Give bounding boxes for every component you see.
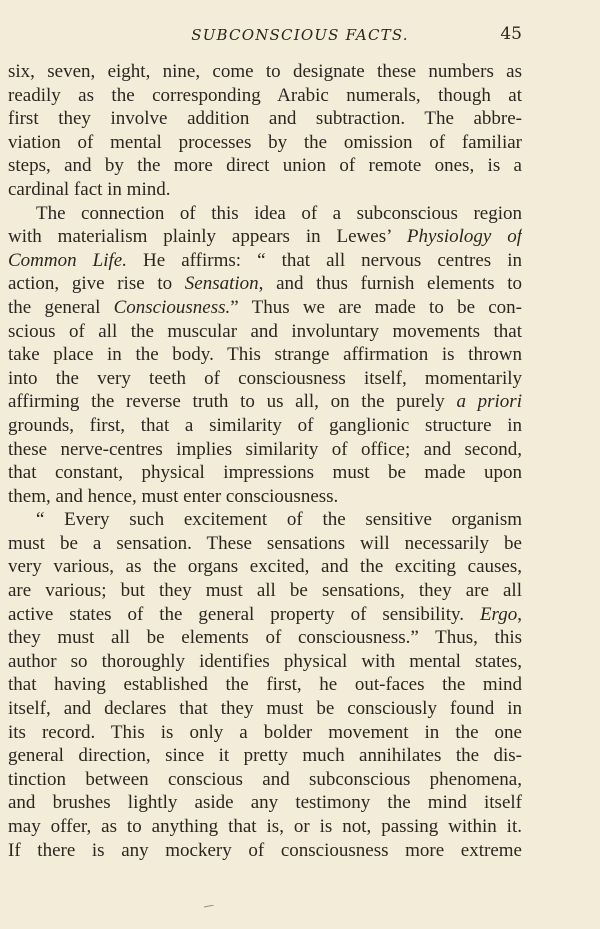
text-segment: active states of the general property of sensibility. — [8, 603, 480, 625]
text-line: into the very teeth of consciousness itself, momentarily — [8, 367, 522, 389]
page-header — [0, 24, 600, 50]
italic-word: Consciousness. — [113, 296, 231, 318]
text-line: scious of all the muscular and involuntary movements that — [8, 320, 522, 342]
paper-blemish — [204, 905, 214, 908]
text-line: viation of mental processes by the omission of familiar — [8, 131, 522, 153]
text-line: that having established the first, he out-faces the mind — [8, 674, 522, 696]
text-line: must be a sensation. These sensations will necessarily be — [8, 532, 522, 554]
page-number: 45 — [500, 24, 522, 44]
text-segment: with materialism plainly appears in Lewes’ — [8, 226, 407, 248]
text-segment: He affirms: “ that all nervous centres in — [126, 249, 522, 271]
text-line — [8, 225, 522, 249]
italic-word: a priori — [456, 391, 522, 413]
text-segment: , and thus furnish elements to — [258, 273, 522, 295]
text-line: six, seven, eight, nine, come to designate these numbers as — [8, 61, 522, 82]
text-line: its record. This is only a bolder movement in the one — [8, 721, 522, 743]
italic-title: Physiology of — [406, 226, 522, 248]
text-line: itself, and declares that they must be consciously found in — [8, 698, 522, 720]
text-line: that constant, physical impressions must be made upon — [8, 462, 522, 484]
text-line: readily as the corresponding Arabic numerals, though at — [8, 84, 522, 106]
text-line: and brushes lightly aside any testimony the mind itself — [8, 792, 522, 814]
text-line: are various; but they must all be sensations, they are all — [8, 580, 522, 602]
text-line: grounds, first, that a similarity of ganglionic structure in — [8, 414, 522, 436]
text-line: them, and hence, must enter consciousness. — [8, 485, 339, 507]
text-line: If there is any mockery of consciousness more extreme — [8, 839, 522, 861]
italic-word: Sensation — [184, 273, 259, 295]
text-line: they must all be elements of consciousness.” Thus, this — [8, 627, 522, 649]
text-line: tinction between conscious and subconscious phenomena, — [8, 768, 522, 790]
italic-title: Common Life. — [8, 249, 127, 271]
text-line: very various, as the organs excited, and the exciting causes, — [8, 556, 522, 578]
running-title: SUBCONSCIOUS FACTS. — [191, 26, 409, 44]
body-text — [8, 60, 522, 862]
text-line: steps, and by the more direct union of remote ones, is a — [8, 155, 522, 177]
text-segment: action, give rise to — [8, 273, 185, 295]
text-line: these nerve-centres implies similarity of office; and second, — [8, 438, 522, 460]
text-line: take place in the body. This strange affirmation is thrown — [8, 344, 522, 366]
text-segment: , — [517, 603, 522, 625]
text-segment: ” Thus we are made to be con- — [230, 296, 522, 318]
text-line — [8, 390, 522, 414]
text-line: may offer, as to anything that is, or is not, passing within it. — [8, 816, 522, 837]
italic-word: Ergo — [479, 603, 518, 625]
text-line: “ Every such excitement of the sensitive organism — [36, 509, 522, 531]
text-line: cardinal fact in mind. — [8, 178, 171, 200]
text-line — [8, 249, 522, 273]
text-line: The connection of this idea of a subconscious region — [36, 202, 522, 224]
text-line: general direction, since it pretty much annihilates the dis- — [8, 745, 522, 767]
text-line: author so thoroughly identifies physical with mental states, — [8, 650, 522, 672]
text-line — [8, 272, 522, 296]
text-segment: affirming the reverse truth to us all, on the purely — [8, 391, 457, 413]
text-line: first they involve addition and subtraction. The abbre- — [8, 108, 522, 130]
text-segment: the general — [8, 296, 114, 318]
text-line — [8, 603, 522, 627]
text-line — [8, 296, 522, 320]
